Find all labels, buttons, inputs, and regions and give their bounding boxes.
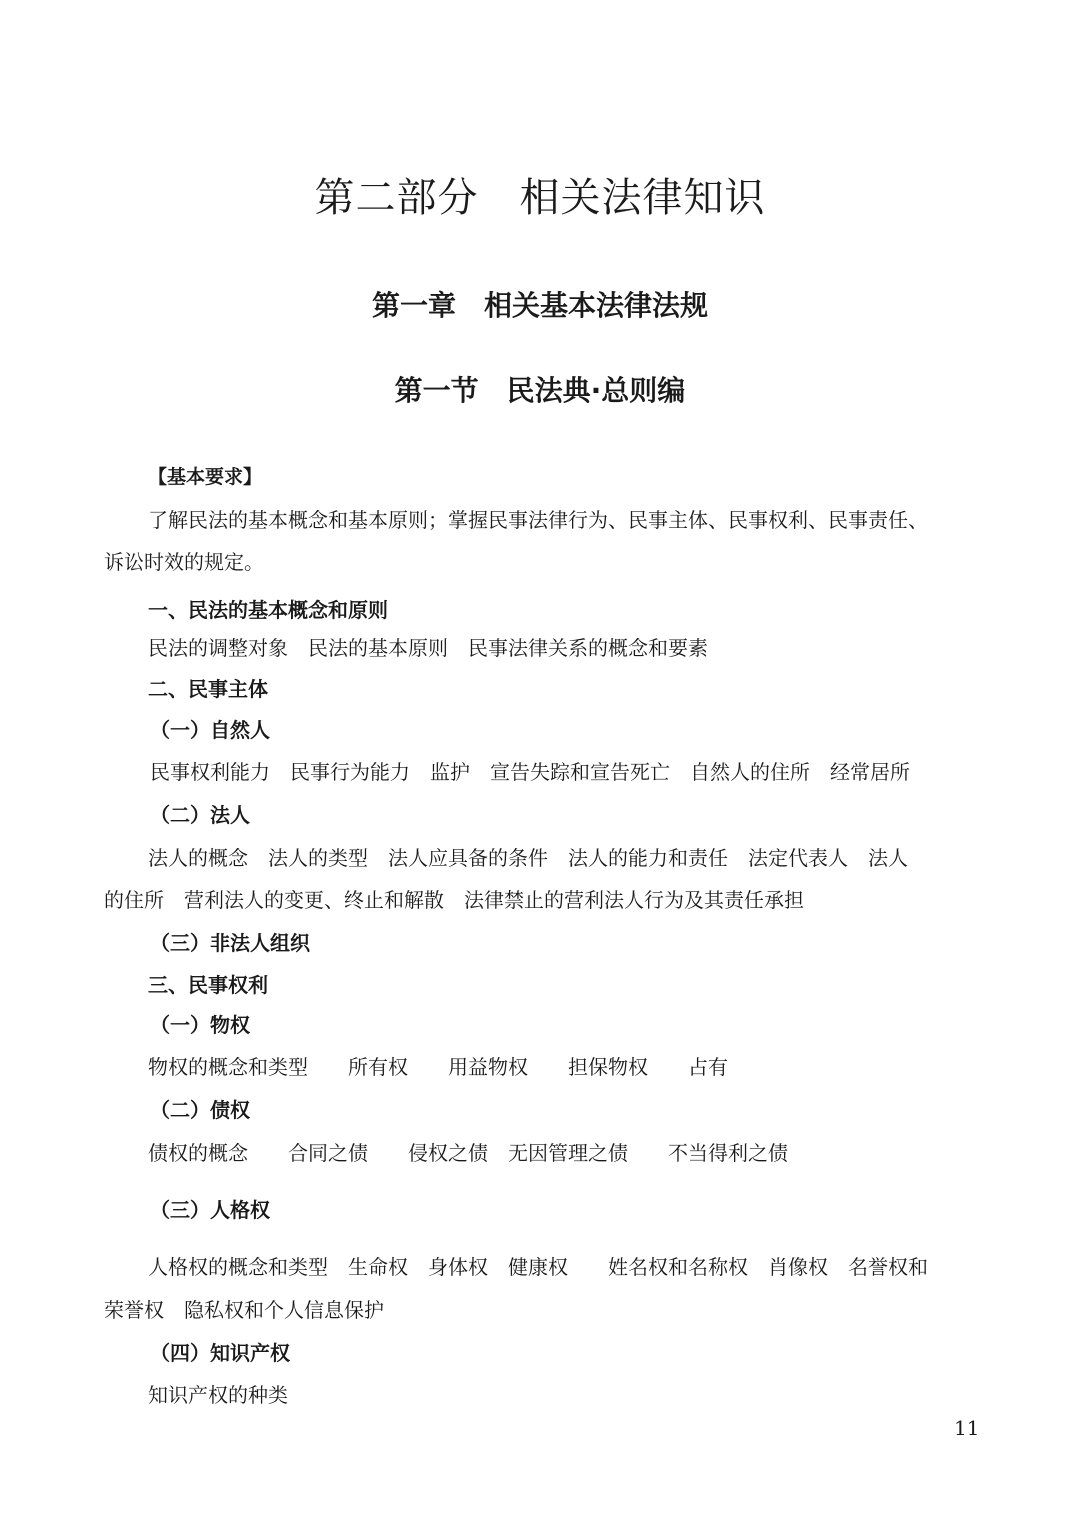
section-3-heading: 三、民事权利 bbox=[148, 973, 268, 997]
section-1-heading: 一、民法的基本概念和原则 bbox=[148, 598, 388, 622]
legal-person-items-line1: 法人的概念 法人的类型 法人应具备的条件 法人的能力和责任 法定代表人 法人 bbox=[148, 846, 908, 870]
subsection-personality-rights: （三）人格权 bbox=[150, 1198, 270, 1222]
subsection-legal-person: （二）法人 bbox=[150, 803, 250, 827]
section-title: 第一节 民法典·总则编 bbox=[394, 374, 686, 407]
real-rights-items: 物权的概念和类型 所有权 用益物权 担保物权 占有 bbox=[148, 1055, 728, 1079]
personality-rights-items-line2: 荣誉权 隐私权和个人信息保护 bbox=[104, 1298, 384, 1322]
section-1-items: 民法的调整对象 民法的基本原则 民事法律关系的概念和要素 bbox=[148, 636, 708, 660]
subsection-real-rights: （一）物权 bbox=[150, 1013, 250, 1037]
chapter-title: 第一章 相关基本法律法规 bbox=[371, 289, 708, 322]
requirements-text-line1: 了解民法的基本概念和基本原则；掌握民事法律行为、民事主体、民事权利、民事责任、 bbox=[148, 508, 928, 532]
subsection-unincorporated-org: （三）非法人组织 bbox=[150, 931, 310, 955]
subsection-natural-person: （一）自然人 bbox=[150, 718, 270, 742]
requirements-text-line2: 诉讼时效的规定。 bbox=[104, 550, 264, 574]
creditor-rights-items: 债权的概念 合同之债 侵权之债 无因管理之债 不当得利之债 bbox=[148, 1141, 788, 1165]
section-2-heading: 二、民事主体 bbox=[148, 677, 268, 701]
page-number: 11 bbox=[954, 1416, 980, 1440]
personality-rights-items-line1: 人格权的概念和类型 生命权 身体权 健康权 姓名权和名称权 肖像权 名誉权和 bbox=[148, 1255, 928, 1279]
legal-person-items-line2: 的住所 营利法人的变更、终止和解散 法律禁止的营利法人行为及其责任承担 bbox=[104, 888, 804, 912]
natural-person-items: 民事权利能力 民事行为能力 监护 宣告失踪和宣告死亡 自然人的住所 经常居所 bbox=[150, 760, 910, 784]
requirements-heading: 【基本要求】 bbox=[148, 466, 263, 488]
part-title: 第二部分 相关法律知识 bbox=[314, 175, 766, 221]
intellectual-property-items: 知识产权的种类 bbox=[148, 1383, 288, 1407]
subsection-creditor-rights: （二）债权 bbox=[150, 1098, 250, 1122]
subsection-intellectual-property: （四）知识产权 bbox=[150, 1341, 290, 1365]
